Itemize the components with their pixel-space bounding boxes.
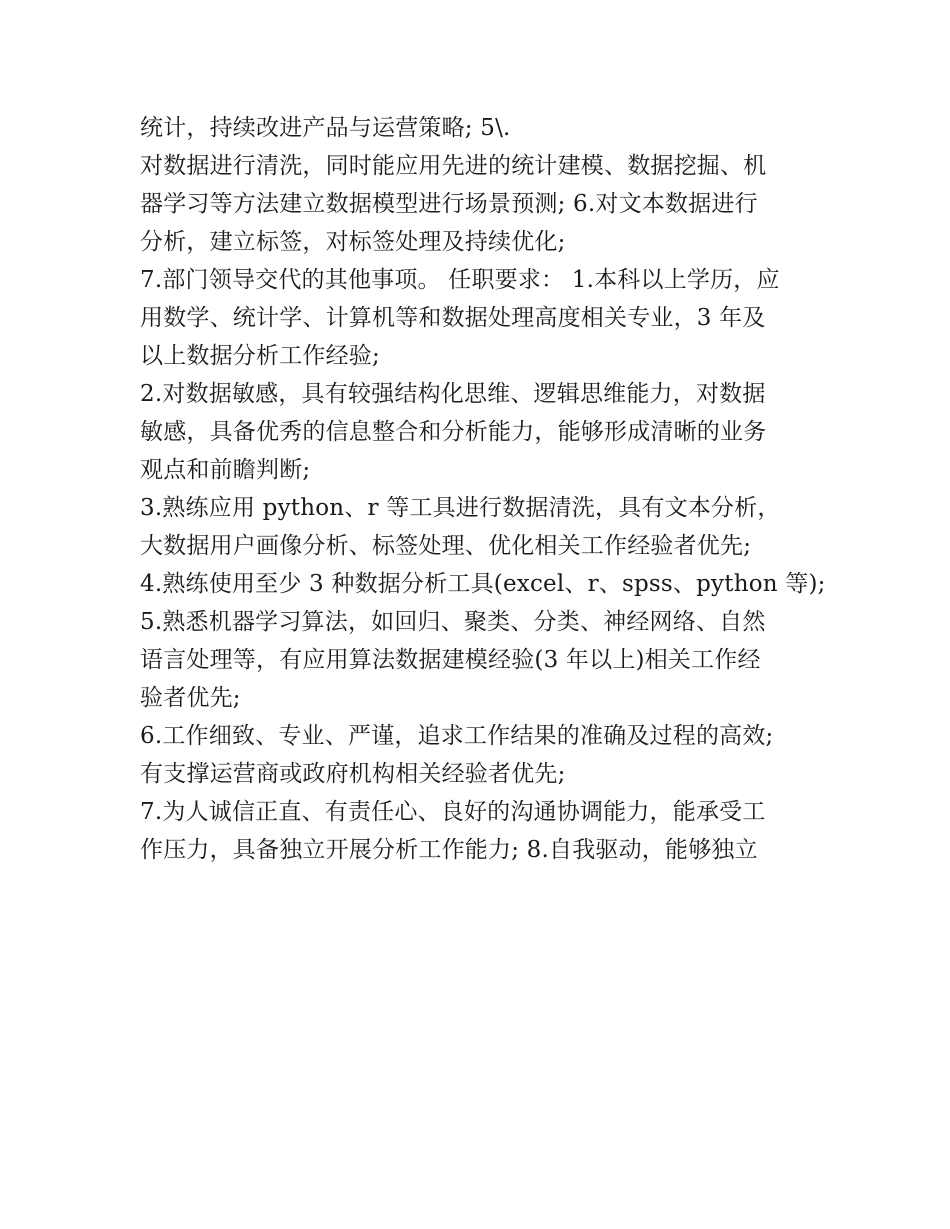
text-line: 有支撑运营商或政府机构相关经验者优先; [140,761,566,787]
text-line: 敏感，具备优秀的信息整合和分析能力，能够形成清晰的业务 [140,419,767,445]
text-line: 对数据进行清洗，同时能应用先进的统计建模、数据挖掘、机 [140,153,767,179]
text-line: 7.部门领导交代的其他事项。 任职要求： 1.本科以上学历，应 [140,267,780,293]
text-line: 4.熟练使用至少 3 种数据分析工具(excel、r、spss、python 等); [140,571,826,597]
text-line: 统计，持续改进产品与运营策略; 5\. [140,115,511,141]
text-line: 器学习等方法建立数据模型进行场景预测; 6.对文本数据进行 [140,191,758,217]
text-line: 以上数据分析工作经验; [140,343,380,369]
text-line: 观点和前瞻判断; [140,457,311,483]
text-line: 2.对数据敏感，具有较强结构化思维、逻辑思维能力，对数据 [140,381,766,407]
text-line: 5.熟悉机器学习算法，如回归、聚类、分类、神经网络、自然 [140,609,766,635]
text-line: 验者优先; [140,685,241,711]
text-line: 大数据用户画像分析、标签处理、优化相关工作经验者优先; [140,533,752,559]
text-line: 语言处理等，有应用算法数据建模经验(3 年以上)相关工作经 [140,647,761,673]
text-line: 分析，建立标签，对标签处理及持续优化; [140,229,566,255]
text-line: 7.为人诚信正直、有责任心、良好的沟通协调能力，能承受工 [140,799,766,825]
text-line: 6.工作细致、专业、严谨，追求工作结果的准确及过程的高效; [140,723,774,749]
text-line: 用数学、统计学、计算机等和数据处理高度相关专业，3 年及 [140,305,766,331]
text-line: 作压力，具备独立开展分析工作能力; 8.自我驱动，能够独立 [140,837,758,863]
document-body [140,109,826,869]
text-line: 3.熟练应用 python、r 等工具进行数据清洗，具有文本分析， [140,495,781,521]
